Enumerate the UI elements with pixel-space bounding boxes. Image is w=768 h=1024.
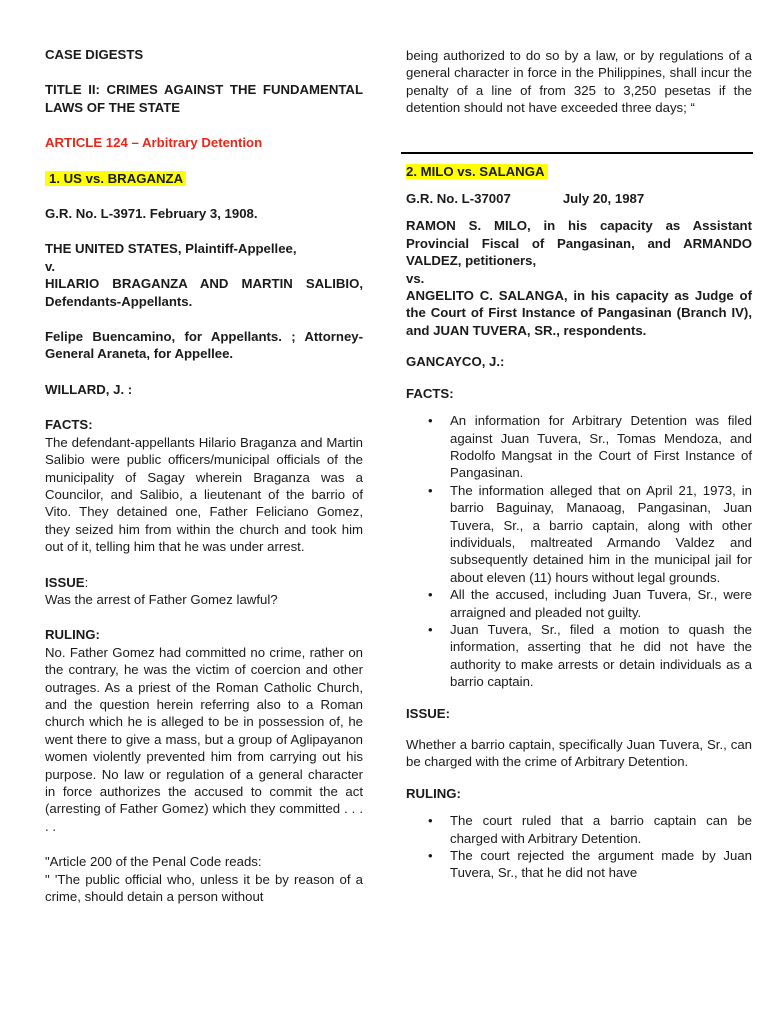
case-2-gr-number: G.R. No. L-37007 — [406, 191, 511, 207]
case-1-facts: The defendant-appellants Hilario Braganza and Martin Salibio were public officers/municipal officials of the municipality of Sagay wherein Braganza was a Councilor, and Salibio, a lieutenant of the barrio of Vito. They detained one, Father Feliciano Gomez, they seized him from within the church and took him out of it, telling him that he was under arrest. — [45, 434, 363, 555]
case-1-quote-start: " 'The public official who, unless it be by reason of a crime, should detain a person without — [45, 871, 363, 905]
case-2-issue-label: ISSUE: — [406, 705, 450, 721]
case-1-issue: Was the arrest of Father Gomez lawful? — [45, 591, 278, 607]
case-1-ruling-label: RULING: — [45, 627, 100, 643]
article-heading: ARTICLE 124 – Arbitrary Detention — [45, 135, 263, 151]
case-2-petitioners: RAMON S. MILO, in his capacity as Assistant Provincial Fiscal of Pangasinan, and ARMANDO VALDEZ, petitioners, — [406, 218, 752, 269]
list-item: • All the accused, including Juan Tuvera, Sr., were arraigned and pleaded not guilty. — [406, 586, 752, 621]
case-1-gr: G.R. No. L-3971. February 3, 1908. — [45, 206, 258, 222]
left-column — [45, 0, 363, 905]
title-heading: TITLE II: CRIMES AGAINST THE FUNDAMENTAL LAWS OF THE STATE — [45, 82, 363, 115]
doc-heading: CASE DIGESTS — [45, 47, 144, 62]
list-item: • An information for Arbitrary Detention was filed against Juan Tuvera, Sr., Tomas Mendoza, and Rodolfo Mangsat in the Court of First Instance of Pangasinan. — [406, 412, 752, 482]
right-column — [406, 0, 752, 882]
case-1-counsel: Felipe Buencamino, for Appellants. ; Attorney-General Araneta, for Appellee. — [45, 329, 363, 362]
case-1-issue-colon: : — [84, 574, 89, 590]
case-1-label: 1. US vs. BRAGANZA — [45, 171, 186, 186]
case-1-issue-label: ISSUE — [45, 574, 85, 590]
case-2-issue: Whether a barrio captain, specifically Juan Tuvera, Sr., can be charged with the crime of Arbitrary Detention. — [406, 737, 752, 770]
case-2-facts-list — [406, 412, 752, 691]
case-2-ruling-list — [406, 812, 752, 882]
list-item: • Juan Tuvera, Sr., filed a motion to quash the information, asserting that he did not have the authority to make arrests or detain individuals as a barrio captain. — [406, 621, 752, 691]
case-2-ponente: GANCAYCO, J.: — [406, 354, 505, 370]
case-1-ruling: No. Father Gomez had committed no crime, rather on the contrary, he was the victim of coercion and other outrages. As a priest of the Roman Catholic Church, and the question herein referring also to a Roman church which he is alleged to be in possession of, he went there to give a mass, but a group of Aglipayanon women violently prevented him from carrying out his purpose. No law or regulation of a general character in force authorizes the accused to commit the act (arresting of Father Gomez) which they committed . . . . . — [45, 644, 363, 834]
list-item: • The information alleged that on April 21, 1973, in barrio Baguinay, Manaoag, Pangasinan, Juan Tuvera, Sr., a barrio captain, along with other individuals, maltreated Armando Valdez and subsequently detained him in the municipal jail for about eleven (11) hours without legal grounds. — [406, 482, 752, 586]
list-item: • The court rejected the argument made by Juan Tuvera, Sr., that he did not have — [406, 847, 752, 882]
case-2-ruling-label: RULING: — [406, 785, 461, 801]
case-1-quote-continued: being authorized to do so by a law, or by regulations of a general character in force in the Philippines, shall incur the penalty of a line of from 325 to 3,250 pesetas if the detention should not have exceeded three days; “ — [406, 48, 752, 116]
case-2-label: 2. MILO vs. SALANGA — [406, 164, 548, 179]
case-1-facts-label: FACTS: — [45, 417, 93, 433]
case-2-respondents: ANGELITO C. SALANGA, in his capacity as Judge of the Court of First Instance of Pangasinan (Branch IV), and JUAN TUVERA, SR., respondents. — [406, 288, 752, 338]
case-1-quote-intro: "Article 200 of the Penal Code reads: — [45, 854, 262, 870]
case-2-facts-label: FACTS: — [406, 385, 454, 401]
case-1-ponente: WILLARD, J. : — [45, 381, 133, 397]
section-divider — [401, 152, 753, 154]
list-item: • The court ruled that a barrio captain can be charged with Arbitrary Detention. — [406, 812, 752, 847]
case-1-parties-1: THE UNITED STATES, Plaintiff-Appellee, — [45, 241, 297, 257]
case-2-versus: vs. — [406, 270, 425, 286]
case-1-parties-2: HILARIO BRAGANZA AND MARTIN SALIBIO, Defendants-Appellants. — [45, 276, 363, 309]
case-2-date: July 20, 1987 — [562, 191, 645, 207]
case-1-versus: v. — [45, 258, 56, 274]
